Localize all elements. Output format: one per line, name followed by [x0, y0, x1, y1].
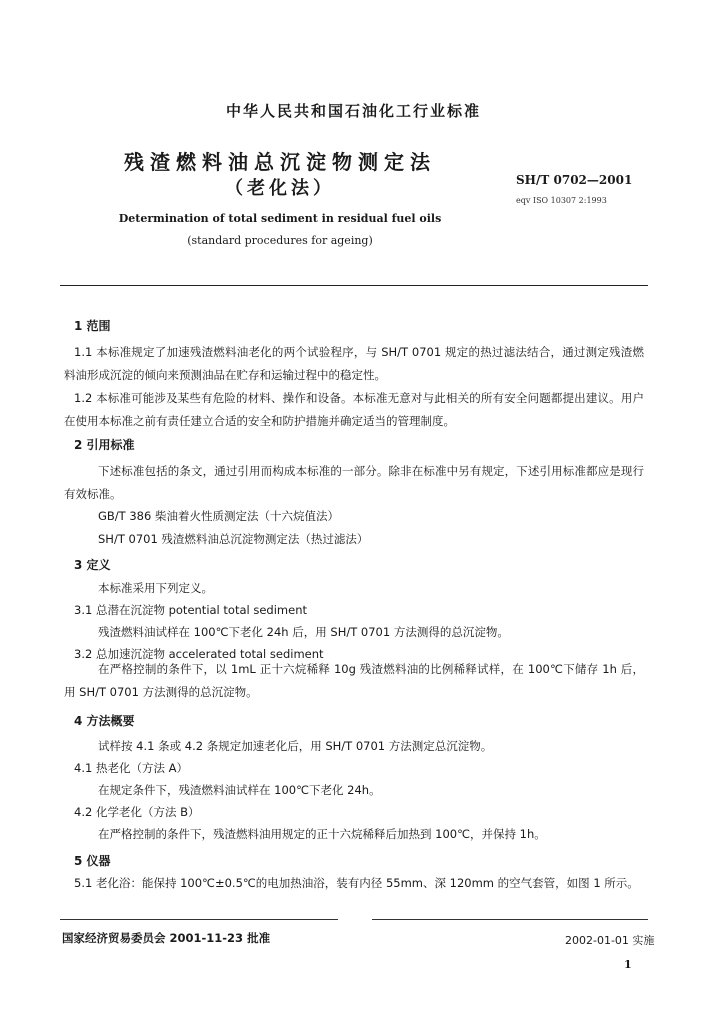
section-4-heading: 4 方法概要 — [74, 714, 135, 728]
footer-divider-right — [372, 919, 648, 920]
standard-code: SH/T 0702—2001 — [516, 173, 633, 187]
definition-3-2-text: 在严格控制的条件下，以 1mL 正十六烷稀释 10g 残渣燃料油的比例稀释试样，在 100℃下储存 1h 后，用 SH/T 0701 方法测得的总沉淀物。 — [64, 662, 644, 699]
header-divider — [60, 285, 648, 286]
section-2-heading: 2 引用标准 — [74, 438, 135, 452]
reference-gbt386: GB/T 386 柴油着火性质测定法（十六烷值法） — [98, 509, 339, 523]
definition-3-1-term: 3.1 总潜在沉淀物 potential total sediment — [74, 603, 307, 617]
clause-5-1: 5.1 老化浴：能保持 100℃±0.5℃的电加热油浴，装有内径 55mm、深 120mm 的空气套管，如图 1 所示。 — [74, 876, 639, 890]
references-intro: 下述标准包括的条文，通过引用而构成本标准的一部分。除非在标准中另有规定，下述引用标准都应是现行有效标准。 — [64, 464, 644, 501]
section-5-heading: 5 仪器 — [74, 854, 111, 868]
section-1-heading: 1 范围 — [74, 319, 111, 333]
method-4-2-heading: 4.2 化学老化（方法 B） — [74, 805, 200, 819]
english-title: Determination of total sediment in residual fuel oils — [118, 212, 442, 225]
english-subtitle: (standard procedures for ageing) — [187, 234, 373, 247]
method-summary-intro: 试样按 4.1 条或 4.2 条规定加速老化后，用 SH/T 0701 方法测定总沉淀物。 — [98, 739, 493, 753]
reference-sht0701: SH/T 0701 残渣燃料油总沉淀物测定法（热过滤法） — [98, 532, 369, 546]
clause-1-1: 1.1 本标准规定了加速残渣燃料油老化的两个试验程序，与 SH/T 0701 规定的热过滤法结合，通过测定残渣燃料油形成沉淀的倾向来预测油品在贮存和运输过程中的稳定性。 — [64, 345, 644, 382]
method-4-1-text: 在规定条件下，残渣燃料油试样在 100℃下老化 24h。 — [98, 783, 381, 797]
standard-type-heading: 中华人民共和国石油化工行业标准 — [225, 102, 481, 120]
footer-divider-left — [60, 919, 338, 920]
implementation-date: 2002-01-01 实施 — [565, 934, 655, 947]
method-4-1-heading: 4.1 热老化（方法 A） — [74, 761, 188, 775]
method-4-2-text: 在严格控制的条件下，残渣燃料油用规定的正十六烷稀释后加热到 100℃，并保持 1h。 — [98, 827, 546, 841]
clause-1-2: 1.2 本标准可能涉及某些有危险的材料、操作和设备。本标准无意对与此相关的所有安全问题都提出建议。用户在使用本标准之前有责任建立合适的安全和防护措施并确定适当的管理制度。 — [64, 391, 644, 428]
definitions-intro: 本标准采用下列定义。 — [98, 581, 213, 595]
definition-3-1-text: 残渣燃料油试样在 100℃下老化 24h 后，用 SH/T 0701 方法测得的总沉淀物。 — [98, 625, 509, 639]
section-3-heading: 3 定义 — [74, 558, 111, 572]
definition-3-2-term: 3.2 总加速沉淀物 accelerated total sediment — [74, 647, 324, 661]
document-subtitle: （老化法） — [225, 178, 335, 199]
document-title: 残渣燃料油总沉淀物测定法 — [124, 150, 436, 174]
approval-note: 国家经济贸易委员会 2001-11-23 批准 — [62, 931, 271, 945]
page-number: 1 — [624, 958, 632, 971]
standard-equivalent: eqv ISO 10307 2:1993 — [516, 196, 607, 205]
